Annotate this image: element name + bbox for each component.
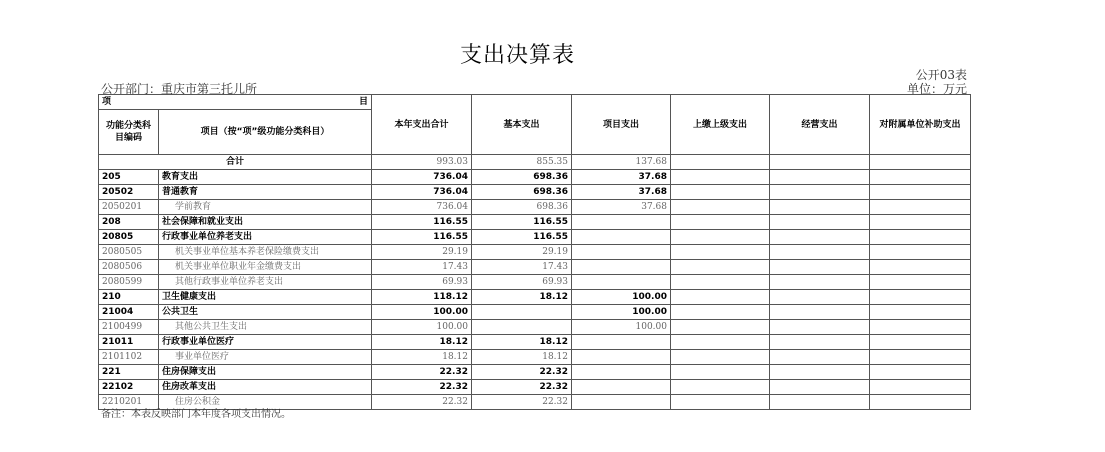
row-value bbox=[572, 275, 671, 290]
row-value bbox=[671, 365, 770, 380]
table-row bbox=[99, 335, 971, 350]
total-value bbox=[770, 155, 870, 170]
row-value bbox=[870, 215, 971, 230]
row-name: 普通教育 bbox=[159, 185, 372, 200]
row-code: 2101102 bbox=[99, 350, 159, 365]
row-value: 100.00 bbox=[372, 305, 472, 320]
row-code: 221 bbox=[99, 365, 159, 380]
row-value bbox=[472, 305, 572, 320]
row-value: 698.36 bbox=[472, 170, 572, 185]
row-value bbox=[770, 260, 870, 275]
form-number: 公开03表 bbox=[915, 68, 967, 82]
row-name: 公共卫生 bbox=[159, 305, 372, 320]
row-value: 22.32 bbox=[372, 365, 472, 380]
row-value bbox=[671, 305, 770, 320]
row-value: 29.19 bbox=[372, 245, 472, 260]
row-value: 116.55 bbox=[372, 215, 472, 230]
table-row bbox=[99, 230, 971, 245]
row-value bbox=[770, 335, 870, 350]
row-value: 18.12 bbox=[372, 335, 472, 350]
row-value: 100.00 bbox=[572, 320, 671, 335]
table-row bbox=[99, 320, 971, 335]
table-row bbox=[99, 245, 971, 260]
col-header-code: 功能分类科目编码 bbox=[99, 110, 159, 155]
row-value bbox=[572, 215, 671, 230]
row-value bbox=[870, 245, 971, 260]
row-value: 22.32 bbox=[372, 395, 472, 410]
row-value bbox=[870, 260, 971, 275]
total-row bbox=[99, 155, 971, 170]
row-value: 698.36 bbox=[472, 185, 572, 200]
row-value bbox=[770, 200, 870, 215]
row-value: 116.55 bbox=[472, 230, 572, 245]
department-label: 公开部门：重庆市第三托儿所 bbox=[101, 82, 258, 96]
unit-label: 单位：万元 bbox=[906, 82, 967, 96]
row-value bbox=[770, 365, 870, 380]
page-title: 支出决算表 bbox=[459, 43, 575, 68]
row-value: 22.32 bbox=[472, 380, 572, 395]
row-value bbox=[572, 335, 671, 350]
row-value bbox=[870, 395, 971, 410]
row-value bbox=[770, 170, 870, 185]
footnote: 备注：本表反映部门本年度各项支出情况。 bbox=[101, 409, 291, 420]
row-value: 100.00 bbox=[372, 320, 472, 335]
row-name: 住房保障支出 bbox=[159, 365, 372, 380]
item-header-left: 项 bbox=[102, 97, 112, 107]
row-value bbox=[671, 185, 770, 200]
table-row bbox=[99, 275, 971, 290]
row-value: 100.00 bbox=[572, 290, 671, 305]
row-value: 69.93 bbox=[372, 275, 472, 290]
row-value: 116.55 bbox=[372, 230, 472, 245]
row-value: 37.68 bbox=[572, 170, 671, 185]
row-value: 18.12 bbox=[472, 290, 572, 305]
row-value bbox=[671, 275, 770, 290]
row-value: 698.36 bbox=[472, 200, 572, 215]
col-header-remit: 上缴上级支出 bbox=[671, 95, 770, 155]
row-value bbox=[870, 275, 971, 290]
row-value: 736.04 bbox=[372, 200, 472, 215]
row-value bbox=[770, 320, 870, 335]
row-code: 2050201 bbox=[99, 200, 159, 215]
row-name: 社会保障和就业支出 bbox=[159, 215, 372, 230]
col-header-name: 项目（按“项”级功能分类科目） bbox=[159, 110, 372, 155]
row-value bbox=[572, 230, 671, 245]
row-code: 210 bbox=[99, 290, 159, 305]
row-value bbox=[671, 170, 770, 185]
row-value bbox=[671, 230, 770, 245]
row-name: 机关事业单位职业年金缴费支出 bbox=[159, 260, 372, 275]
row-value bbox=[572, 365, 671, 380]
row-code: 205 bbox=[99, 170, 159, 185]
row-value: 17.43 bbox=[372, 260, 472, 275]
row-value bbox=[572, 245, 671, 260]
row-value bbox=[572, 380, 671, 395]
total-value: 855.35 bbox=[472, 155, 572, 170]
row-name: 卫生健康支出 bbox=[159, 290, 372, 305]
item-header-right: 目 bbox=[358, 97, 368, 107]
row-value: 18.12 bbox=[372, 350, 472, 365]
total-value: 993.03 bbox=[372, 155, 472, 170]
col-header-project: 项目支出 bbox=[572, 95, 671, 155]
row-value: 736.04 bbox=[372, 170, 472, 185]
row-name: 行政事业单位医疗 bbox=[159, 335, 372, 350]
row-value: 18.12 bbox=[472, 335, 572, 350]
table-row bbox=[99, 365, 971, 380]
row-value bbox=[671, 290, 770, 305]
row-value bbox=[870, 380, 971, 395]
row-value bbox=[770, 215, 870, 230]
row-value bbox=[870, 230, 971, 245]
item-header bbox=[99, 95, 372, 110]
row-value bbox=[870, 305, 971, 320]
row-name: 事业单位医疗 bbox=[159, 350, 372, 365]
table-row bbox=[99, 290, 971, 305]
col-header-operating: 经营支出 bbox=[770, 95, 870, 155]
total-value bbox=[671, 155, 770, 170]
row-value bbox=[671, 200, 770, 215]
row-value bbox=[671, 380, 770, 395]
row-value bbox=[671, 350, 770, 365]
row-name: 行政事业单位养老支出 bbox=[159, 230, 372, 245]
row-code: 2210201 bbox=[99, 395, 159, 410]
row-value bbox=[770, 275, 870, 290]
row-value bbox=[671, 245, 770, 260]
row-value bbox=[870, 170, 971, 185]
row-value: 22.32 bbox=[472, 365, 572, 380]
row-value: 69.93 bbox=[472, 275, 572, 290]
row-value: 37.68 bbox=[572, 200, 671, 215]
row-value: 116.55 bbox=[472, 215, 572, 230]
total-label: 合计 bbox=[99, 155, 372, 170]
table-row bbox=[99, 215, 971, 230]
row-code: 20502 bbox=[99, 185, 159, 200]
table-row bbox=[99, 170, 971, 185]
row-value bbox=[572, 395, 671, 410]
row-value bbox=[572, 260, 671, 275]
row-name: 学前教育 bbox=[159, 200, 372, 215]
table-row bbox=[99, 260, 971, 275]
row-code: 21011 bbox=[99, 335, 159, 350]
row-name: 住房改革支出 bbox=[159, 380, 372, 395]
row-value: 736.04 bbox=[372, 185, 472, 200]
row-value bbox=[671, 320, 770, 335]
row-value bbox=[671, 215, 770, 230]
row-value bbox=[671, 260, 770, 275]
row-value bbox=[870, 200, 971, 215]
row-code: 2080599 bbox=[99, 275, 159, 290]
col-header-total: 本年支出合计 bbox=[372, 95, 472, 155]
table-row bbox=[99, 350, 971, 365]
expenditure-table bbox=[98, 94, 971, 410]
row-name: 其他行政事业单位养老支出 bbox=[159, 275, 372, 290]
row-code: 22102 bbox=[99, 380, 159, 395]
row-value: 100.00 bbox=[572, 305, 671, 320]
row-code: 20805 bbox=[99, 230, 159, 245]
row-value: 37.68 bbox=[572, 185, 671, 200]
row-value bbox=[770, 380, 870, 395]
row-value: 17.43 bbox=[472, 260, 572, 275]
row-value: 22.32 bbox=[472, 395, 572, 410]
total-value: 137.68 bbox=[572, 155, 671, 170]
row-name: 机关事业单位基本养老保险缴费支出 bbox=[159, 245, 372, 260]
row-value bbox=[870, 335, 971, 350]
row-value bbox=[572, 350, 671, 365]
col-header-basic: 基本支出 bbox=[472, 95, 572, 155]
row-code: 208 bbox=[99, 215, 159, 230]
row-value bbox=[671, 395, 770, 410]
table-row bbox=[99, 380, 971, 395]
row-value bbox=[770, 305, 870, 320]
row-value bbox=[870, 320, 971, 335]
row-value: 118.12 bbox=[372, 290, 472, 305]
table-row bbox=[99, 185, 971, 200]
row-code: 2080506 bbox=[99, 260, 159, 275]
row-value: 22.32 bbox=[372, 380, 472, 395]
total-value bbox=[870, 155, 971, 170]
row-name: 住房公积金 bbox=[159, 395, 372, 410]
row-value bbox=[770, 395, 870, 410]
row-code: 21004 bbox=[99, 305, 159, 320]
row-code: 2100499 bbox=[99, 320, 159, 335]
row-name: 其他公共卫生支出 bbox=[159, 320, 372, 335]
row-value bbox=[770, 350, 870, 365]
row-value: 29.19 bbox=[472, 245, 572, 260]
row-value bbox=[770, 245, 870, 260]
row-value bbox=[870, 185, 971, 200]
row-value bbox=[770, 290, 870, 305]
row-code: 2080505 bbox=[99, 245, 159, 260]
row-value bbox=[472, 320, 572, 335]
row-value bbox=[770, 185, 870, 200]
row-name: 教育支出 bbox=[159, 170, 372, 185]
row-value bbox=[671, 335, 770, 350]
row-value: 18.12 bbox=[472, 350, 572, 365]
row-value bbox=[870, 365, 971, 380]
row-value bbox=[870, 290, 971, 305]
table-row bbox=[99, 305, 971, 320]
row-value bbox=[770, 230, 870, 245]
table-row bbox=[99, 200, 971, 215]
row-value bbox=[870, 350, 971, 365]
col-header-subsidy: 对附属单位补助支出 bbox=[870, 95, 971, 155]
